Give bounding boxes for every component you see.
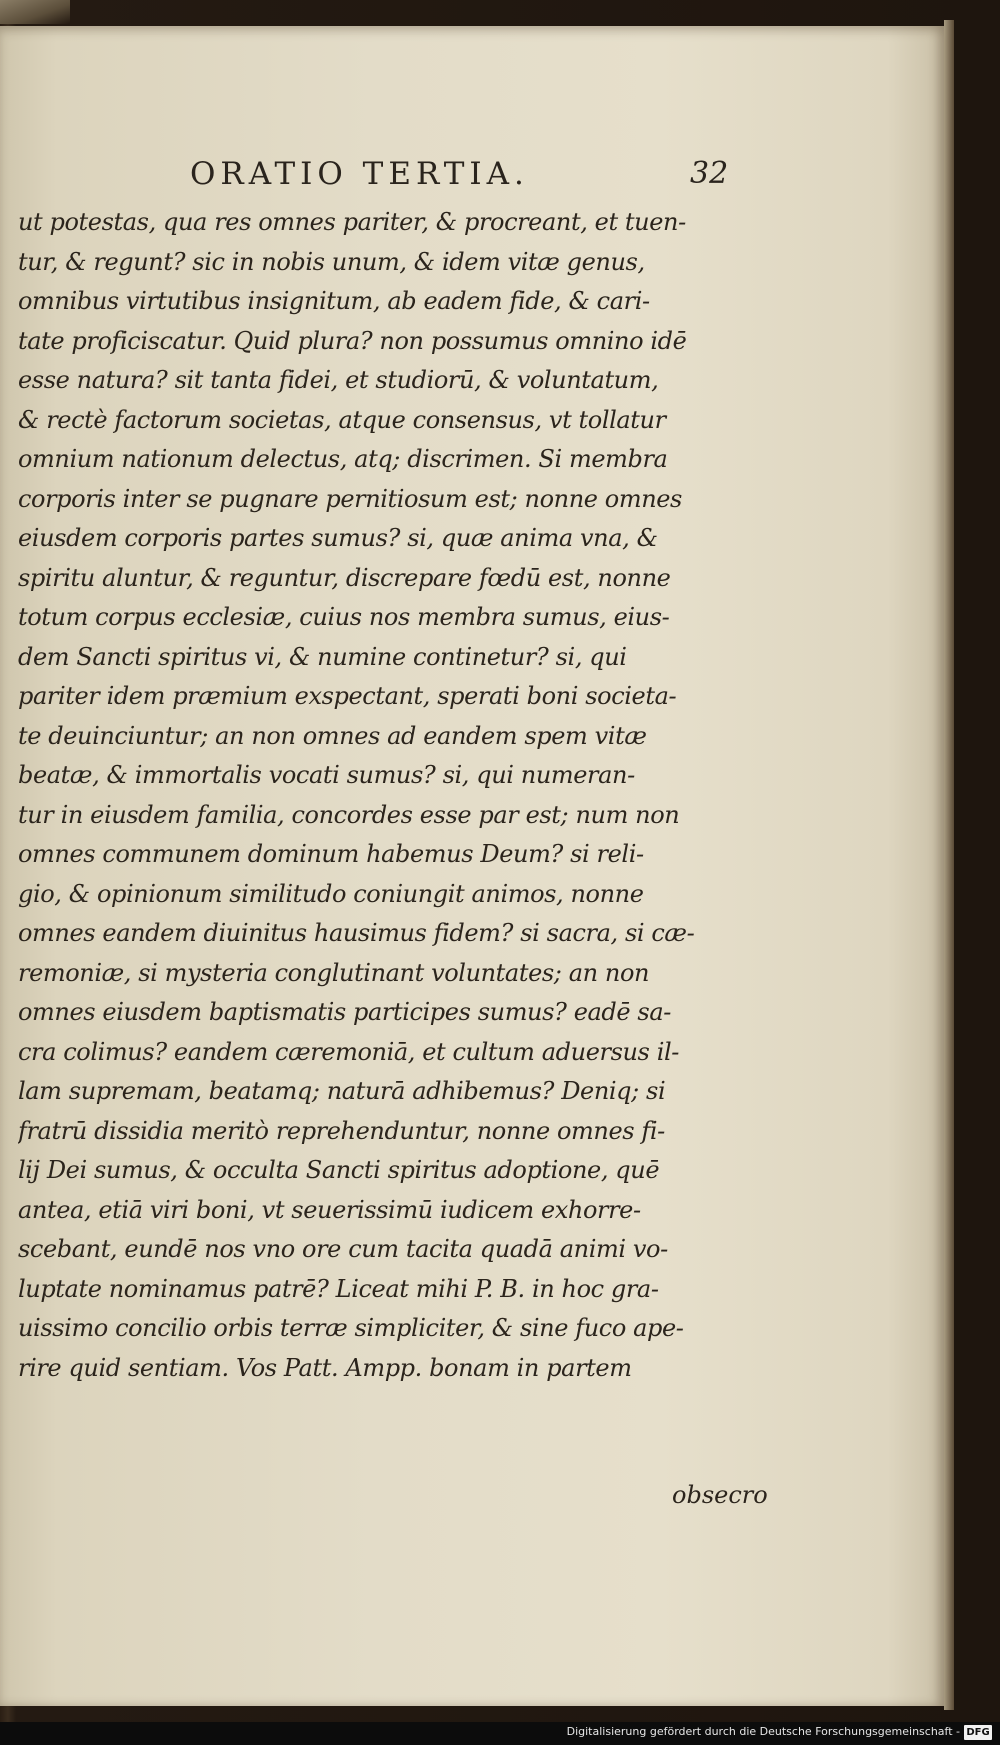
text-line: omnes communem dominum habemus Deum? si reli- — [18, 840, 644, 868]
text-line: spiritu aluntur, & reguntur, discrepare fœdū est, nonne — [18, 563, 671, 592]
page-edge — [944, 20, 954, 1710]
text-line: omnes eiusdem baptismatis participes sumus? eadē sa- — [18, 998, 671, 1026]
text-line: antea, etiā viri boni, vt seuerissimū iudicem exhorre- — [18, 1195, 641, 1224]
text-line: remoniæ, si mysteria conglutinant voluntates; an non — [18, 958, 650, 987]
book-page — [0, 26, 944, 1706]
body-text — [18, 203, 778, 1388]
text-line: rire quid sentiam. Vos Patt. Ampp. bonam in partem — [18, 1353, 632, 1382]
funding-credit: Digitalisierung gefördert durch die Deutsche Forschungsgemeinschaft - — [566, 1725, 960, 1738]
page-corner — [0, 0, 70, 24]
text-line: & rectè factorum societas, atque consensus, vt tollatur — [18, 405, 666, 434]
page-number: 32 — [690, 156, 729, 191]
text-line: beatæ, & immortalis vocati sumus? si, qui numeran- — [18, 761, 635, 789]
footer-bar — [0, 1722, 1000, 1745]
text-line: lam supremam, beatamq; naturā adhibemus? Deniq; si — [18, 1077, 666, 1105]
text-line: gio, & opinionum similitudo coniungit animos, nonne — [18, 879, 644, 908]
running-header: ORATIO TERTIA. — [190, 156, 529, 192]
dfg-logo-icon: DFG — [964, 1725, 992, 1740]
text-line: pariter idem præmium exspectant, sperati boni societa- — [18, 682, 677, 710]
text-line: omnes eandem diuinitus hausimus fidem? si sacra, si cæ- — [18, 919, 695, 947]
text-line: esse natura? sit tanta fidei, et studiorū, & voluntatum, — [18, 366, 659, 394]
text-line: eiusdem corporis partes sumus? si, quæ anima vna, & — [18, 524, 658, 552]
text-line: tur, & regunt? sic in nobis unum, & idem vitæ genus, — [18, 247, 645, 276]
text-line: omnium nationum delectus, atq; discrimen. Si membra — [18, 445, 668, 473]
text-line: te deuinciuntur; an non omnes ad eandem spem vitæ — [18, 721, 647, 750]
text-line: corporis inter se pugnare pernitiosum est; nonne omnes — [18, 484, 682, 513]
text-line: fratrū dissidia meritò reprehenduntur, nonne omnes fi- — [18, 1116, 665, 1145]
text-line: tur in eiusdem familia, concordes esse par est; num non — [18, 800, 680, 829]
text-line: scebant, eundē nos vno ore cum tacita quadā animi vo- — [18, 1235, 668, 1263]
text-line: luptate nominamus patrē? Liceat mihi P. B. in hoc gra- — [18, 1274, 659, 1303]
text-line: tate proficiscatur. Quid plura? non possumus omnino idē — [18, 326, 687, 355]
text-line: uissimo concilio orbis terræ simpliciter, & sine fuco ape- — [18, 1314, 684, 1342]
text-line: cra colimus? eandem cæremoniā, et cultum aduersus il- — [18, 1037, 679, 1066]
text-line: omnibus virtutibus insignitum, ab eadem fide, & cari- — [18, 287, 650, 315]
text-line: lij Dei sumus, & occulta Sancti spiritus adoptione, quē — [18, 1156, 660, 1184]
text-line: totum corpus ecclesiæ, cuius nos membra sumus, eius- — [18, 603, 670, 631]
catchword: obsecro — [672, 1481, 768, 1509]
text-line: dem Sancti spiritus vi, & numine continetur? si, qui — [18, 642, 627, 671]
text-line: ut potestas, qua res omnes pariter, & procreant, et tuen- — [18, 208, 686, 236]
